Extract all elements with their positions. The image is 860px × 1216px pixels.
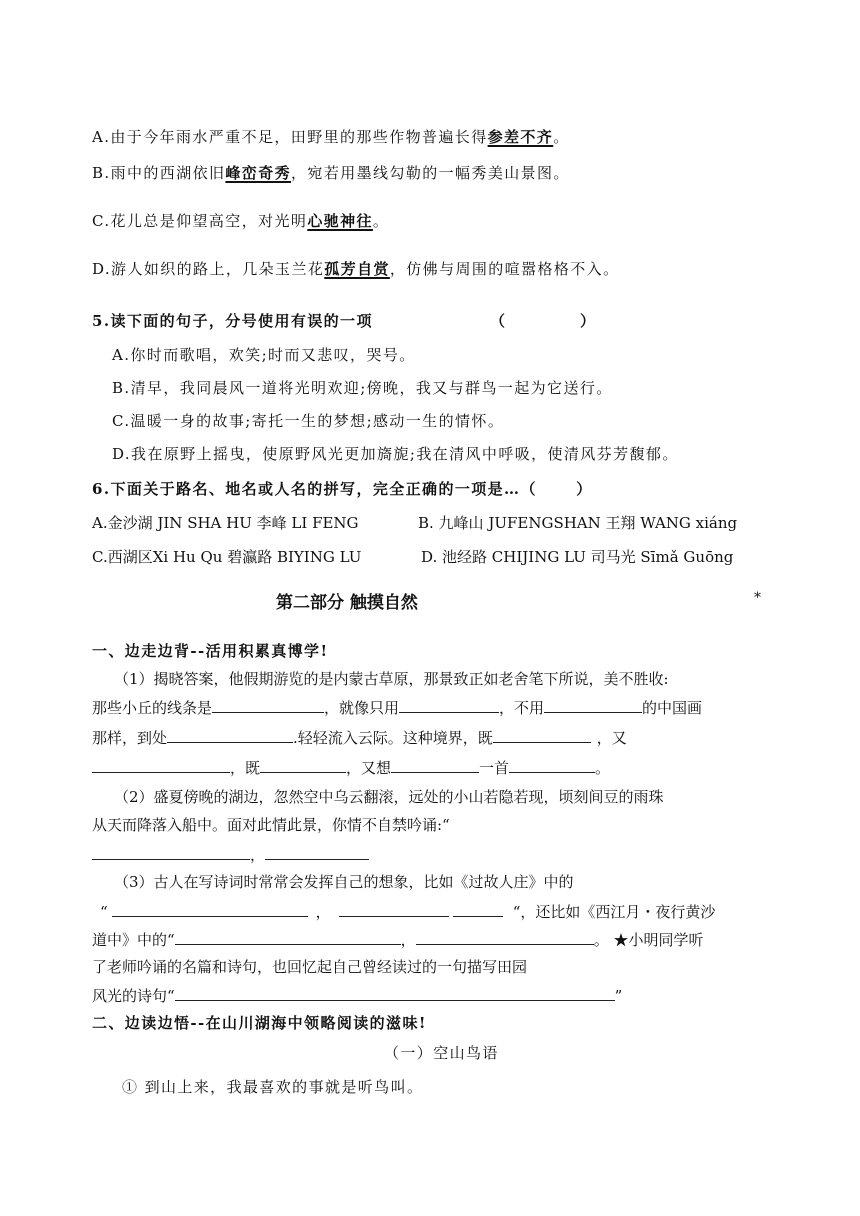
blank[interactable] (112, 900, 308, 917)
q5-option-c: C.温暖一身的故事;寄托一生的梦想;感动一生的情怀。 (112, 412, 505, 430)
part2-title: 第二部分 触摸自然 (276, 593, 418, 613)
blank[interactable] (391, 756, 479, 773)
sec1-title: 一、边走边背--活用积累真博学! (92, 642, 329, 660)
q5-option-a: A.你时而歌唱，欢笑;时而又悲叹，哭号。 (112, 346, 416, 364)
sec1-p2-line1: （2）盛夏傍晚的湖边，忽然空中乌云翻滚，远处的小山若隐若现，顷刻间豆的雨珠 (114, 788, 664, 806)
q6-option-b: B. 九峰山 JUFENGSHAN 王翔 WANG xiáng (418, 514, 738, 532)
q4-option-c: C.花儿总是仰望高空，对光明心驰神往。 (92, 212, 390, 230)
q5-answer-close: ） (580, 312, 596, 330)
q4-option-b: B.雨中的西湖依旧峰峦奇秀，宛若用墨线勾勒的一幅秀美山景图。 (92, 164, 570, 182)
q5-title: 5.读下面的句子，分号使用有误的一项 (92, 312, 373, 330)
blank[interactable] (260, 756, 346, 773)
blank[interactable] (339, 900, 449, 917)
sec1-p3-line3: 道中》中的“ ， 。 ★小明同学听 (92, 928, 703, 951)
q4-option-d: D.游人如织的路上，几朵玉兰花孤芳自赏，仿佛与周围的喧嚣格格不入。 (92, 260, 620, 278)
sec1-p1-line2: 那些小丘的线条是 ，就像只用 ，不用 的中国画 (92, 696, 702, 719)
sec1-p2-line2: 从天而降落入船中。面对此情此景，你情不自禁吟诵:“ (92, 816, 450, 834)
blank[interactable] (265, 843, 369, 860)
blank[interactable] (175, 984, 615, 1001)
sec1-p3-line5: 风光的诗句“ ” (92, 984, 622, 1007)
blank[interactable] (544, 696, 642, 713)
q5-answer-open: （ (490, 312, 506, 330)
blank[interactable] (493, 726, 591, 743)
blank[interactable] (212, 696, 324, 713)
blank[interactable] (509, 756, 595, 773)
sec1-p3-line2: “ ， “，还比如《西江月・夜行黄沙 (100, 900, 715, 923)
sec1-p2-line3: ， (92, 843, 369, 866)
q5-option-d: D.我在原野上摇曳，使原野风光更加旖旎;我在清风中呼吸，使清风芬芳馥郁。 (112, 445, 679, 463)
blank[interactable] (92, 843, 250, 860)
blank[interactable] (167, 726, 293, 743)
q6-title: 6.下面关于路名、地名或人名的拼写，完全正确的一项是…（ ） (92, 480, 593, 498)
q4-option-a: A.由于今年雨水严重不足，田野里的那些作物普遍长得参差不齐。 (92, 128, 570, 146)
sec1-p1-line1: （1）揭晓答案，他假期游览的是内蒙古草原，那景致正如老舍笔下所说，美不胜收: (114, 670, 669, 688)
idiom-a: 参差不齐 (487, 128, 554, 146)
q6-option-c: C.西湖区Xi Hu Qu 碧瀛路 BIYING LU (92, 548, 362, 566)
q6-option-d: D. 池经路 CHIJING LU 司马光 Sīmǎ Guōng (421, 548, 734, 566)
sec1-p3-line1: （3）古人在写诗词时常常会发挥自己的想象，比如《过故人庄》中的 (114, 873, 574, 891)
blank[interactable] (399, 696, 499, 713)
sec2-paragraph-1: ① 到山上来，我最喜欢的事就是听鸟叫。 (122, 1078, 424, 1096)
sec1-p3-line4: 了老师吟诵的名篇和诗句，也回忆起自己曾经读过的一句描写田园 (92, 958, 528, 976)
q6-option-a: A.金沙湖 JIN SHA HU 李峰 LI FENG (92, 514, 359, 532)
blank[interactable] (175, 928, 401, 945)
idiom-d: 孤芳自赏 (324, 260, 390, 278)
sec1-p1-line4: ，既 ，又想 一首 。 (92, 756, 610, 779)
sec1-p1-line3: 那样，到处 .轻轻流入云际。这种境界，既 ，又 (92, 726, 627, 749)
sec2-subtitle: （一）空山鸟语 (384, 1044, 499, 1062)
sec2-title: 二、边读边悟--在山川湖海中领略阅读的滋味! (92, 1014, 427, 1032)
star-mark: * (754, 590, 761, 606)
blank[interactable] (453, 900, 503, 917)
idiom-c: 心驰神往 (307, 212, 373, 230)
q5-option-b: B.清早，我同晨风一道将光明欢迎;傍晚，我又与群鸟一起为它送行。 (112, 379, 613, 397)
blank[interactable] (92, 756, 230, 773)
blank[interactable] (416, 928, 594, 945)
idiom-b: 峰峦奇秀 (225, 164, 292, 182)
